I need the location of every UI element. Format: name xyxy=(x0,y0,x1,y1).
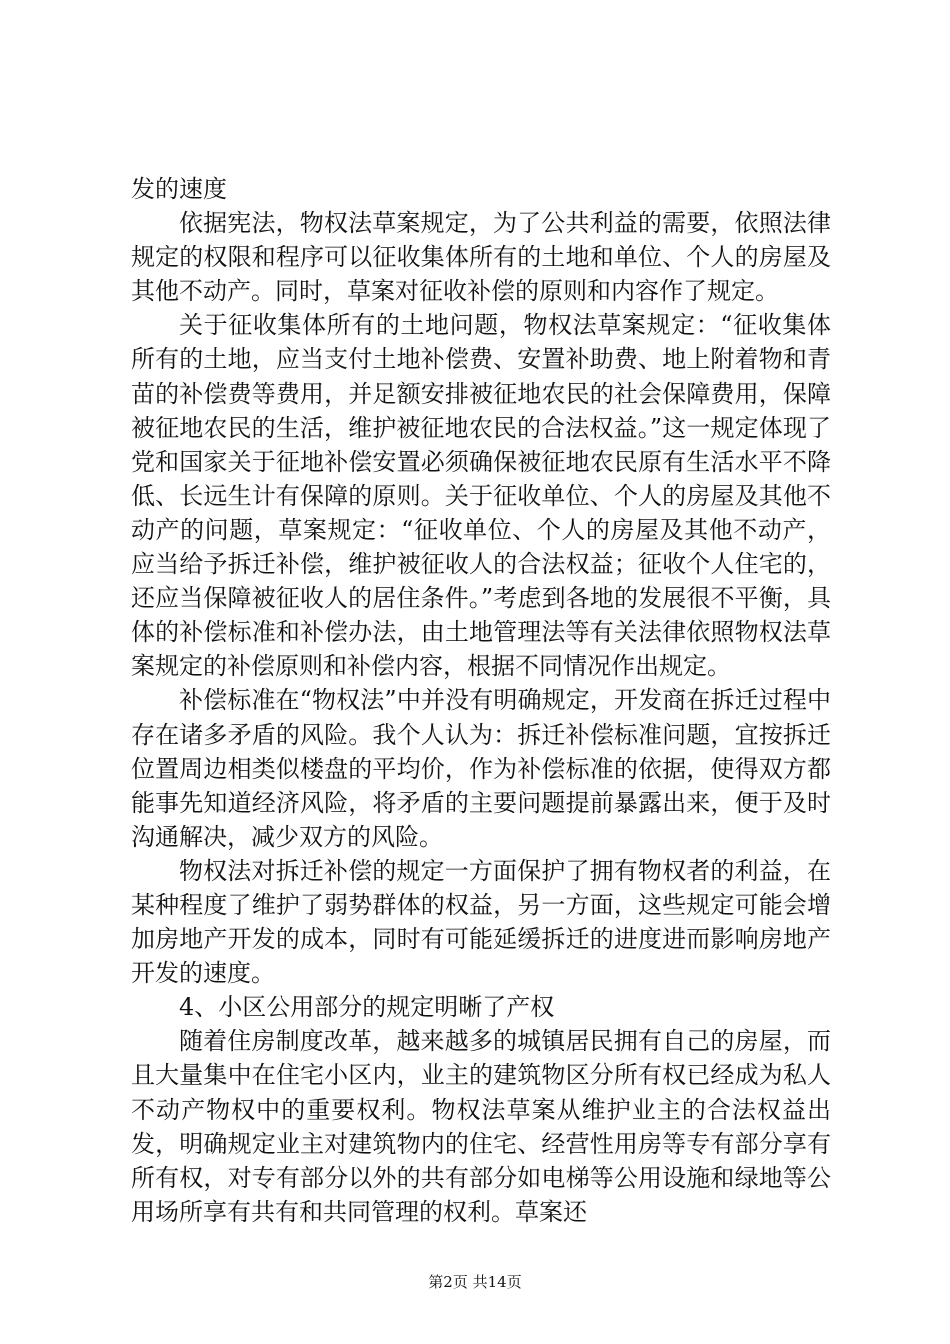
paragraph-continuation: 发的速度 xyxy=(131,175,227,203)
page-number: 第2页 共14页 xyxy=(428,1273,522,1291)
section-heading: 4、小区公用部分的规定明晰了产权 xyxy=(179,993,555,1022)
paragraph-collective-land: 关于征收集体所有的土地问题，物权法草案规定：“征收集体所有的土地，应当支付土地补偿费、安置补助费、地上附着物和青苗的补偿费等费用，并足额安排被征地农民的社会保障费用，保障被征地农民的生活，维护被征地农民的合法权益。”这一规定体现了党和国家关于征地补偿安置必须确保被征地农民原有生活水平不降低、长远生计有保障的原则。关于征收单位、个人的房屋及其他不动产的问题，草案规定：“征收单位、个人的房屋及其他不动产，应当给予拆迁补偿，维护被征收人的合法权益；征收个人住宅的，还应当保障被征收人的居住条件。”考虑到各地的发展很不平衡，具体的补偿标准和补偿办法，由土地管理法等有关法律依照物权法草案规定的补偿原则和补偿内容，根据不同情况作出规定。 xyxy=(131,311,831,681)
document-body xyxy=(131,172,831,1229)
paragraph-compensation-standard: 补偿标准在“物权法”中并没有明确规定，开发商在拆迁过程中存在诸多矛盾的风险。我个人认为：拆迁补偿标准问题，宜按拆迁位置周边相类似楼盘的平均价，作为补偿标准的依据，使得双方都能事先知道经济风险，将矛盾的主要问题提前暴露出来，便于及时沟通解决，减少双方的风险。 xyxy=(131,686,831,851)
paragraph-constitution-basis: 依据宪法，物权法草案规定，为了公共利益的需要，依照法律规定的权限和程序可以征收集体所有的土地和单位、个人的房屋及其他不动产。同时，草案对征收补偿的原则和内容作了规定。 xyxy=(131,209,831,306)
paragraph-compensation-effects: 物权法对拆迁补偿的规定一方面保护了拥有物权者的利益，在某种程度了维护了弱势群体的权益，另一方面，这些规定可能会增加房地产开发的成本，同时有可能延缓拆迁的进度进而影响房地产开发的速度。 xyxy=(131,856,831,988)
paragraph-housing-reform: 随着住房制度改革，越来越多的城镇居民拥有自己的房屋，而且大量集中在住宅小区内，业主的建筑物区分所有权已经成为私人不动产物权中的重要权利。物权法草案从维护业主的合法权益出发，明确规定业主对建筑物内的住宅、经营性用房等专有部分享有所有权，对专有部分以外的共有部分如电梯等公用设施和绿地等公用场所享有共有和共同管理的权利。草案还 xyxy=(131,1027,831,1226)
